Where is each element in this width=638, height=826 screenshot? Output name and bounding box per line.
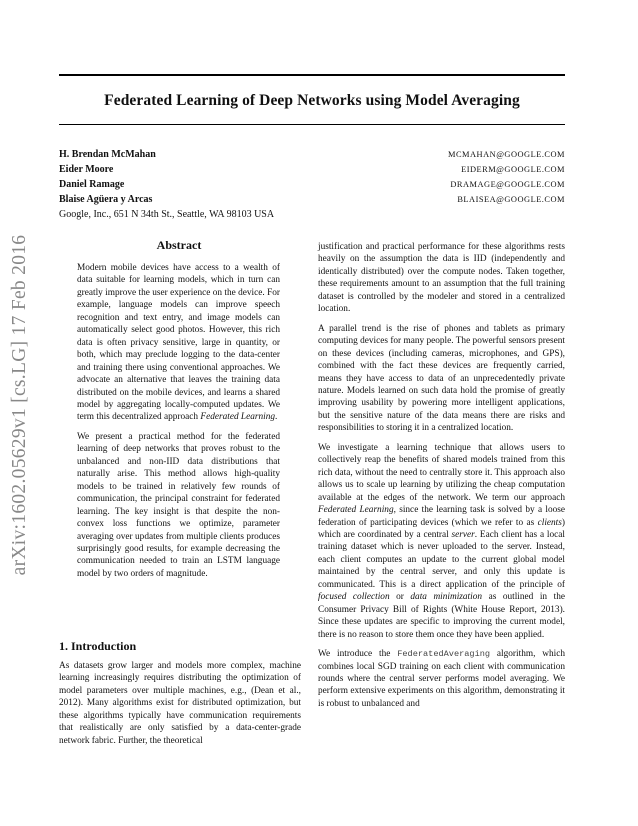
body-paragraph: justification and practical performance for these algorithms rests heavily on the assumption the data is IID (independently and identically distributed) over the compute nodes. Taken together, these requirements amount to an assumption that the full training dataset is controlled by the modeler and stored in a centralized location. — [318, 242, 565, 315]
emphasized-term: clients — [537, 517, 562, 528]
author-email: MCMAHAN@GOOGLE.COM — [448, 150, 565, 159]
text-run: or — [389, 592, 411, 603]
text-run: . Each client has a local training dataset which is never uploaded to the server. Instead, each client computes an update to the current global model maintained by the central server, and only this update is communicated. This is a direct application of the principle of — [318, 529, 565, 590]
abstract-heading: Abstract — [156, 238, 202, 252]
author-block — [59, 147, 565, 222]
abstract-body — [77, 262, 280, 580]
emphasized-term: Federated Learning — [318, 505, 394, 516]
paper-title: Federated Learning of Deep Networks using Model Averaging — [104, 92, 520, 109]
abstract-paragraph: We present a practical method for the federated learning of deep networks that proves robust to the unbalanced and non-IID data distributions that naturally arise. This method allows high-quality models to be trained in relatively few rounds of communication, the principal constraint for federated learning. The key insight is that despite the non-convex loss functions we optimize, parameter averaging over updates from multiple clients produces surprisingly good results, for example decreasing the communication needed to train an LSTM language model by two orders of magnitude. — [77, 431, 280, 579]
affiliation: Google, Inc., 651 N 34th St., Seattle, WA 98103 USA — [59, 209, 275, 220]
arxiv-stamp-text: arXiv:1602.05629v1 [cs.LG] 17 Feb 2016 — [9, 234, 30, 576]
abstract-text: Modern mobile devices have access to a wealth of data suitable for learning models, which in turn can greatly improve the user experience on the device. For example, language models can improve speech recognition and text entry, and image models can automatically select good photos. However, this rich data is often privacy sensitive, large in quantity, or both, which may preclude logging to the data-center and training there using conventional approaches. We advocate an alternative that leaves the training data distributed on the mobile devices, and learns a shared model by aggregating locally-computed updates. We term this decentralized approach — [77, 263, 280, 423]
emphasized-term: data minimization — [410, 592, 483, 603]
author-name: Daniel Ramage — [59, 179, 125, 190]
abstract-term: Federated Learning — [200, 412, 276, 423]
text-run: as outlined in the Consumer Privacy Bill of Rights (White House Report, 2013). Since these updates are specific to improving the current model, there is no reason to store them once they have been applied. — [318, 592, 565, 640]
body-paragraph — [318, 648, 565, 710]
author-row — [59, 162, 565, 177]
author-name: H. Brendan McMahan — [59, 149, 156, 160]
body-paragraph: As datasets grow larger and models more complex, machine learning increasingly requires distributing the optimization of model parameters over multiple machines, e.g., (Dean et al., 2012). Many algorithms exist for distributed optimization, but these algorithms typically have communication requirements that realistically are only satisfied by a data-center-grade network fabric. Further, the theoretical — [59, 661, 301, 746]
text-run: ) which are coordinated by a central — [318, 517, 565, 540]
author-row — [59, 147, 565, 162]
author-email: DRAMAGE@GOOGLE.COM — [450, 180, 565, 189]
algorithm-name: FederatedAveraging — [397, 649, 491, 660]
author-row — [59, 192, 565, 207]
introduction-body-right — [318, 241, 565, 710]
emphasized-term: server — [451, 529, 475, 540]
body-paragraph: A parallel trend is the rise of phones and tablets as primary computing devices for many people. The powerful sensors present on these devices (including cameras, microphones, and GPS), combined with the fact these devices are frequently carried, means they have access to data of an unprecedentedly private nature. Models learned on such data hold the promise of greatly improving usability by powering more intelligent applications, but the sensitive nature of the data means there are risks and responsibilities to storing it in a centralized location. — [318, 323, 565, 434]
text-run: , since the learning task is solved by a loose federation of participating devices (which we refer to as — [318, 505, 565, 528]
text-run: We introduce the — [318, 649, 398, 660]
emphasized-term: focused collection — [318, 592, 390, 603]
title-rule-bottom — [59, 124, 565, 125]
section-heading-introduction: 1. Introduction — [59, 639, 137, 653]
text-run: algorithm, which combines local SGD training on each client with communication rounds where the central server performs model averaging. We perform extensive experiments on this algorithm, demonstrating it is robust to unbalanced and — [318, 649, 565, 709]
author-email: BLAISEA@GOOGLE.COM — [457, 195, 565, 204]
author-email: EIDERM@GOOGLE.COM — [461, 165, 565, 174]
abstract-text-end: . — [275, 412, 278, 423]
author-row — [59, 177, 565, 192]
body-paragraph — [318, 442, 565, 641]
text-run: We investigate a learning technique that allows users to collectively reap the benefits of shared models trained from this rich data, without the need to centrally store it. This approach also allows us to scale up learning by utilizing the cheap computation available at the edges of the network. We term our approach — [318, 442, 565, 503]
author-name: Eider Moore — [59, 164, 114, 175]
introduction-body-left — [59, 660, 301, 747]
arxiv-stamp — [4, 218, 36, 592]
title-rule-top — [59, 74, 565, 76]
abstract-paragraph — [77, 262, 280, 424]
author-name: Blaise Agüera y Arcas — [59, 194, 153, 205]
